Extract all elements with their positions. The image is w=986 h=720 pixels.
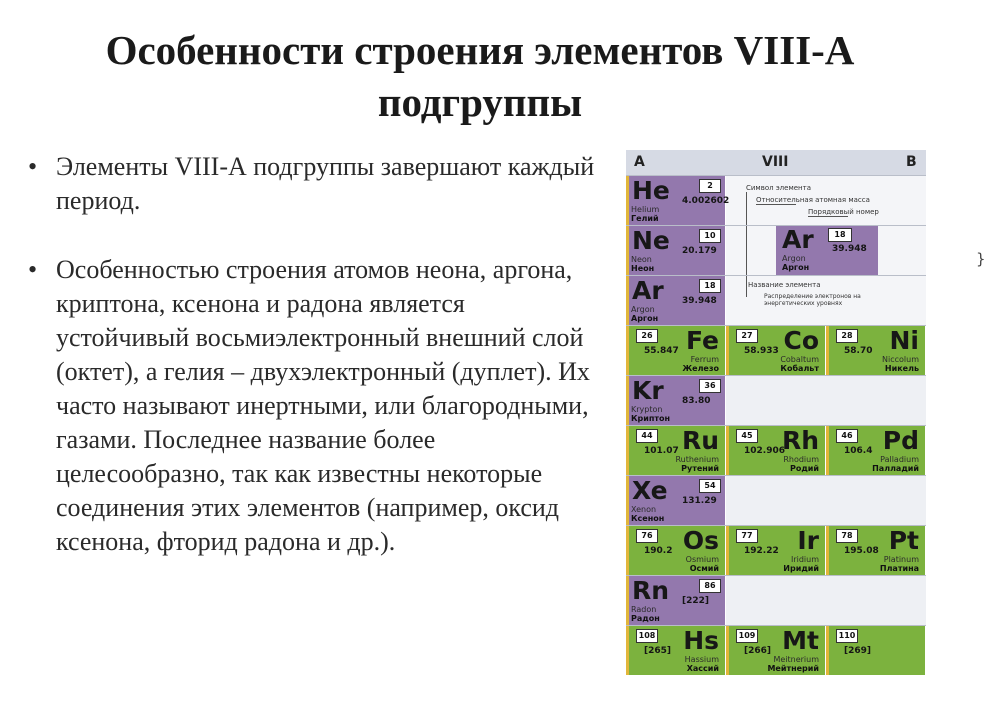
element-russian-name: Иридий <box>783 564 819 573</box>
element-symbol: Ni <box>889 326 919 355</box>
table-row <box>626 225 926 275</box>
element-latin-name: Krypton <box>631 405 663 414</box>
element-number: 76 <box>636 529 658 543</box>
legend-distribution-label: Распределение электронов на энергетических уровнях <box>764 293 861 307</box>
element-latin-name: Radon <box>631 605 657 614</box>
element-cell <box>726 626 826 675</box>
element-symbol: Ir <box>797 526 819 555</box>
element-number: 10 <box>699 229 721 243</box>
legend-name-label: Название элемента <box>748 281 821 289</box>
element-mass: 39.948 <box>682 296 717 306</box>
element-number: 110 <box>836 629 858 643</box>
bullet-item <box>28 150 598 218</box>
element-number: 78 <box>836 529 858 543</box>
electron-levels-bar <box>626 276 629 325</box>
element-latin-name: Argon <box>631 305 655 314</box>
element-number: 36 <box>699 379 721 393</box>
element-symbol: Ne <box>632 226 670 255</box>
element-latin-name: Helium <box>631 205 660 214</box>
element-latin-name: Cobaltum <box>780 355 819 364</box>
element-cell <box>626 626 726 675</box>
element-cell <box>826 526 926 575</box>
element-russian-name: Неон <box>631 264 655 273</box>
electron-levels-bar <box>626 526 629 575</box>
element-latin-name: Neon <box>631 255 652 264</box>
bullet-text: Элементы VIII-А подгруппы завершают каждый период. <box>56 152 595 215</box>
header-group-viii: VIII <box>762 154 789 170</box>
table-row <box>626 375 926 425</box>
element-cell <box>626 376 726 425</box>
table-row <box>626 275 926 325</box>
element-symbol: Pt <box>888 526 919 555</box>
element-mass: 192.22 <box>744 546 779 556</box>
electron-levels-bar <box>626 626 629 675</box>
element-latin-name: Argon <box>782 254 806 263</box>
element-number: 18 <box>828 228 852 242</box>
element-cell <box>626 176 730 225</box>
element-number: 46 <box>836 429 858 443</box>
bullet-list <box>28 150 598 559</box>
table-header <box>626 150 926 175</box>
element-mass: 20.179 <box>682 246 717 256</box>
element-mass: 106.4 <box>844 446 873 456</box>
element-number: 45 <box>736 429 758 443</box>
bullet-dot-icon: • <box>28 255 38 284</box>
element-symbol: Xe <box>632 476 668 505</box>
element-mass: [269] <box>844 646 872 656</box>
table-row <box>626 175 926 225</box>
table-row <box>626 525 926 575</box>
element-russian-name: Рутений <box>681 464 719 473</box>
element-mass: 58.70 <box>844 346 873 356</box>
table-row <box>626 425 926 475</box>
element-cell <box>626 476 726 525</box>
electron-levels-bar <box>826 326 829 375</box>
element-number: 109 <box>736 629 758 643</box>
element-symbol: Kr <box>632 376 664 405</box>
element-mass: 102.906 <box>744 446 785 456</box>
element-russian-name: Мейтнерий <box>767 664 819 673</box>
element-russian-name: Железо <box>682 364 719 373</box>
element-mass: 39.948 <box>832 244 867 254</box>
element-russian-name: Родий <box>789 464 819 473</box>
element-mass: [265] <box>644 646 672 656</box>
element-cell <box>726 326 826 375</box>
element-latin-name: Xenon <box>631 505 657 514</box>
element-symbol: Ar <box>782 225 814 254</box>
element-russian-name: Кобальт <box>780 364 819 373</box>
element-russian-name: Ксенон <box>631 514 665 523</box>
element-symbol: Hs <box>683 626 719 655</box>
element-symbol: He <box>632 176 670 205</box>
element-latin-name: Platinum <box>883 555 919 564</box>
element-number: 2 <box>699 179 721 193</box>
element-russian-name: Аргон <box>782 263 810 272</box>
element-number: 26 <box>636 329 658 343</box>
slide-title-line1: Особенности строения элементов VIII-А <box>105 27 855 73</box>
bullet-dot-icon: • <box>28 152 38 181</box>
element-latin-name: Rhodium <box>783 455 819 464</box>
element-symbol: Pd <box>882 426 919 455</box>
element-number: 27 <box>736 329 758 343</box>
element-latin-name: Osmium <box>685 555 719 564</box>
element-cell <box>626 426 726 475</box>
header-group-a: A <box>634 154 645 170</box>
element-latin-name: Ruthenium <box>675 455 719 464</box>
electron-levels-bar <box>626 426 629 475</box>
element-symbol: Ru <box>681 426 719 455</box>
header-group-b: B <box>906 154 917 170</box>
electron-levels-bar <box>826 426 829 475</box>
element-latin-name: Meitnerium <box>773 655 819 664</box>
element-russian-name: Аргон <box>631 314 659 323</box>
element-symbol: Os <box>682 526 719 555</box>
element-number: 44 <box>636 429 658 443</box>
element-russian-name: Осмий <box>689 564 719 573</box>
element-mass: 58.933 <box>744 346 779 356</box>
table-row <box>626 325 926 375</box>
element-cell <box>626 576 726 625</box>
element-mass: [222] <box>682 596 710 606</box>
element-russian-name: Никель <box>884 364 919 373</box>
element-number: 86 <box>699 579 721 593</box>
legend-number-label: Порядковый номер <box>808 208 879 216</box>
element-cell <box>626 276 726 325</box>
element-russian-name: Радон <box>631 614 660 623</box>
element-number: 18 <box>699 279 721 293</box>
electron-levels-bar <box>626 376 629 425</box>
element-mass: 131.29 <box>682 496 717 506</box>
element-symbol: Rn <box>632 576 670 605</box>
electron-levels-bar <box>826 626 829 675</box>
slide-title <box>0 24 960 128</box>
bullet-text: Особенностью строения атомов неона, аргона, криптона, ксенона и радона является устойчивый восьмиэлектронный внешний слой (октет), а гелия – двухэлектронный (дуплет). Их часто называют инертными, или благородными, газами. Последнее название более целесообразно, так как известны некоторые соединения этих элементов (например, оксид ксенона, фторид радона и др.). <box>56 255 590 556</box>
element-mass: 83.80 <box>682 396 711 406</box>
table-row <box>626 575 926 625</box>
element-symbol: Fe <box>685 326 719 355</box>
element-symbol: Rh <box>781 426 819 455</box>
element-symbol: Ar <box>632 276 664 305</box>
element-cell <box>826 326 926 375</box>
element-cell <box>726 426 826 475</box>
element-number: 28 <box>836 329 858 343</box>
element-latin-name: Palladium <box>880 455 919 464</box>
electron-levels-bar <box>626 226 629 275</box>
electron-levels-bar <box>726 326 729 375</box>
element-mass: 55.847 <box>644 346 679 356</box>
element-cell <box>626 526 726 575</box>
electron-levels-bar <box>726 526 729 575</box>
periodic-table-fragment <box>626 150 986 673</box>
element-symbol: Co <box>783 326 819 355</box>
element-russian-name: Хассий <box>686 664 719 673</box>
table-row <box>626 475 926 525</box>
element-mass: 4.002602 <box>682 196 730 206</box>
bullet-item <box>28 253 598 559</box>
legend-mass-label: Относительная атомная масса <box>756 196 870 204</box>
electron-levels-bar <box>626 176 629 225</box>
electron-levels-bar <box>726 426 729 475</box>
element-russian-name: Криптон <box>631 414 671 423</box>
element-latin-name: Hassium <box>684 655 719 664</box>
element-mass: 101.07 <box>644 446 679 456</box>
table-row <box>626 625 926 675</box>
element-cell <box>626 226 726 275</box>
electron-levels-bar <box>726 626 729 675</box>
element-cell <box>826 626 926 675</box>
element-russian-name: Палладий <box>872 464 919 473</box>
element-mass: 190.2 <box>644 546 673 556</box>
element-symbol: Mt <box>782 626 819 655</box>
element-latin-name: Iridium <box>790 555 819 564</box>
element-mass: [266] <box>744 646 772 656</box>
element-latin-name: Ferrum <box>690 355 719 364</box>
element-number: 77 <box>736 529 758 543</box>
legend-brace-icon: } <box>976 250 986 268</box>
element-number: 108 <box>636 629 658 643</box>
electron-levels-bar <box>826 526 829 575</box>
element-cell <box>626 326 726 375</box>
element-cell <box>826 426 926 475</box>
electron-levels-bar <box>626 476 629 525</box>
element-number: 54 <box>699 479 721 493</box>
slide-title-line2: подгруппы <box>377 79 583 125</box>
legend-symbol-label: Символ элемента <box>746 184 811 192</box>
electron-levels-bar <box>626 326 629 375</box>
element-russian-name: Гелий <box>631 214 659 223</box>
electron-levels-bar <box>626 576 629 625</box>
element-latin-name: Niccolum <box>882 355 919 364</box>
element-mass: 195.08 <box>844 546 879 556</box>
element-russian-name: Платина <box>879 564 919 573</box>
element-cell <box>726 526 826 575</box>
